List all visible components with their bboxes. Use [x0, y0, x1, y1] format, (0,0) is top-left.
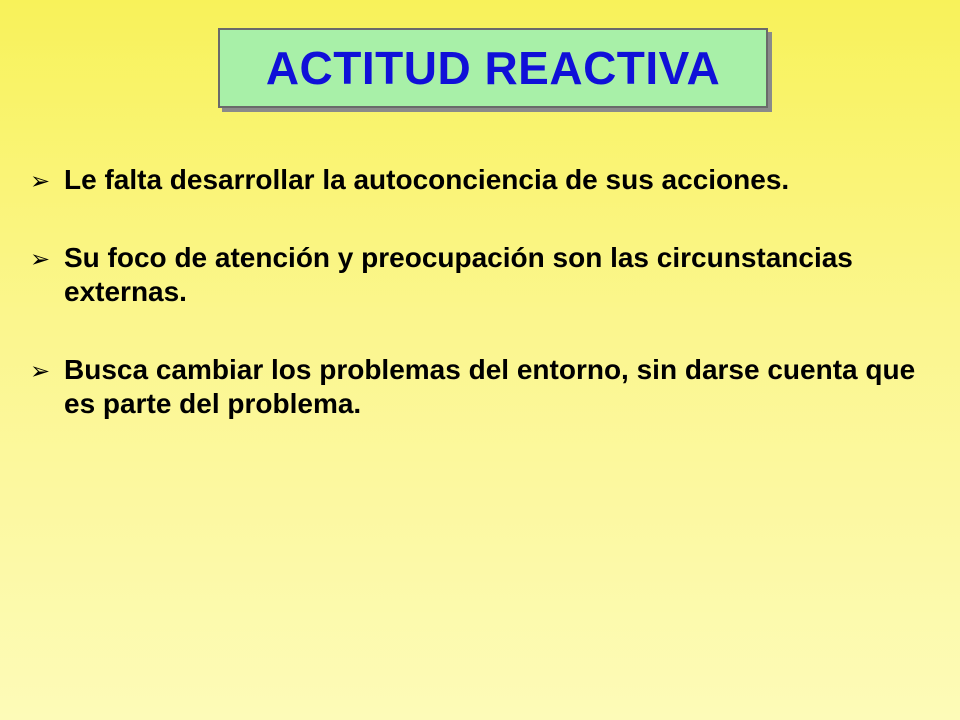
- bullet-text: Busca cambiar los problemas del entorno, sin darse cuenta que es parte del problema.: [64, 354, 916, 419]
- bullet-item: [30, 163, 930, 197]
- bullet-text: Su foco de atención y preocupación son las circunstancias externas.: [64, 242, 853, 307]
- arrowhead-bullet-icon: ➢: [30, 357, 51, 385]
- bullet-list: [30, 163, 930, 465]
- arrowhead-bullet-icon: ➢: [30, 167, 51, 195]
- bullet-text: Le falta desarrollar la autoconciencia de sus acciones.: [64, 164, 790, 195]
- bullet-item: [30, 353, 930, 421]
- bullet-item: [30, 241, 930, 309]
- title-box: [218, 28, 768, 108]
- slide-title: ACTITUD REACTIVA: [265, 42, 721, 94]
- arrowhead-bullet-icon: ➢: [30, 245, 51, 273]
